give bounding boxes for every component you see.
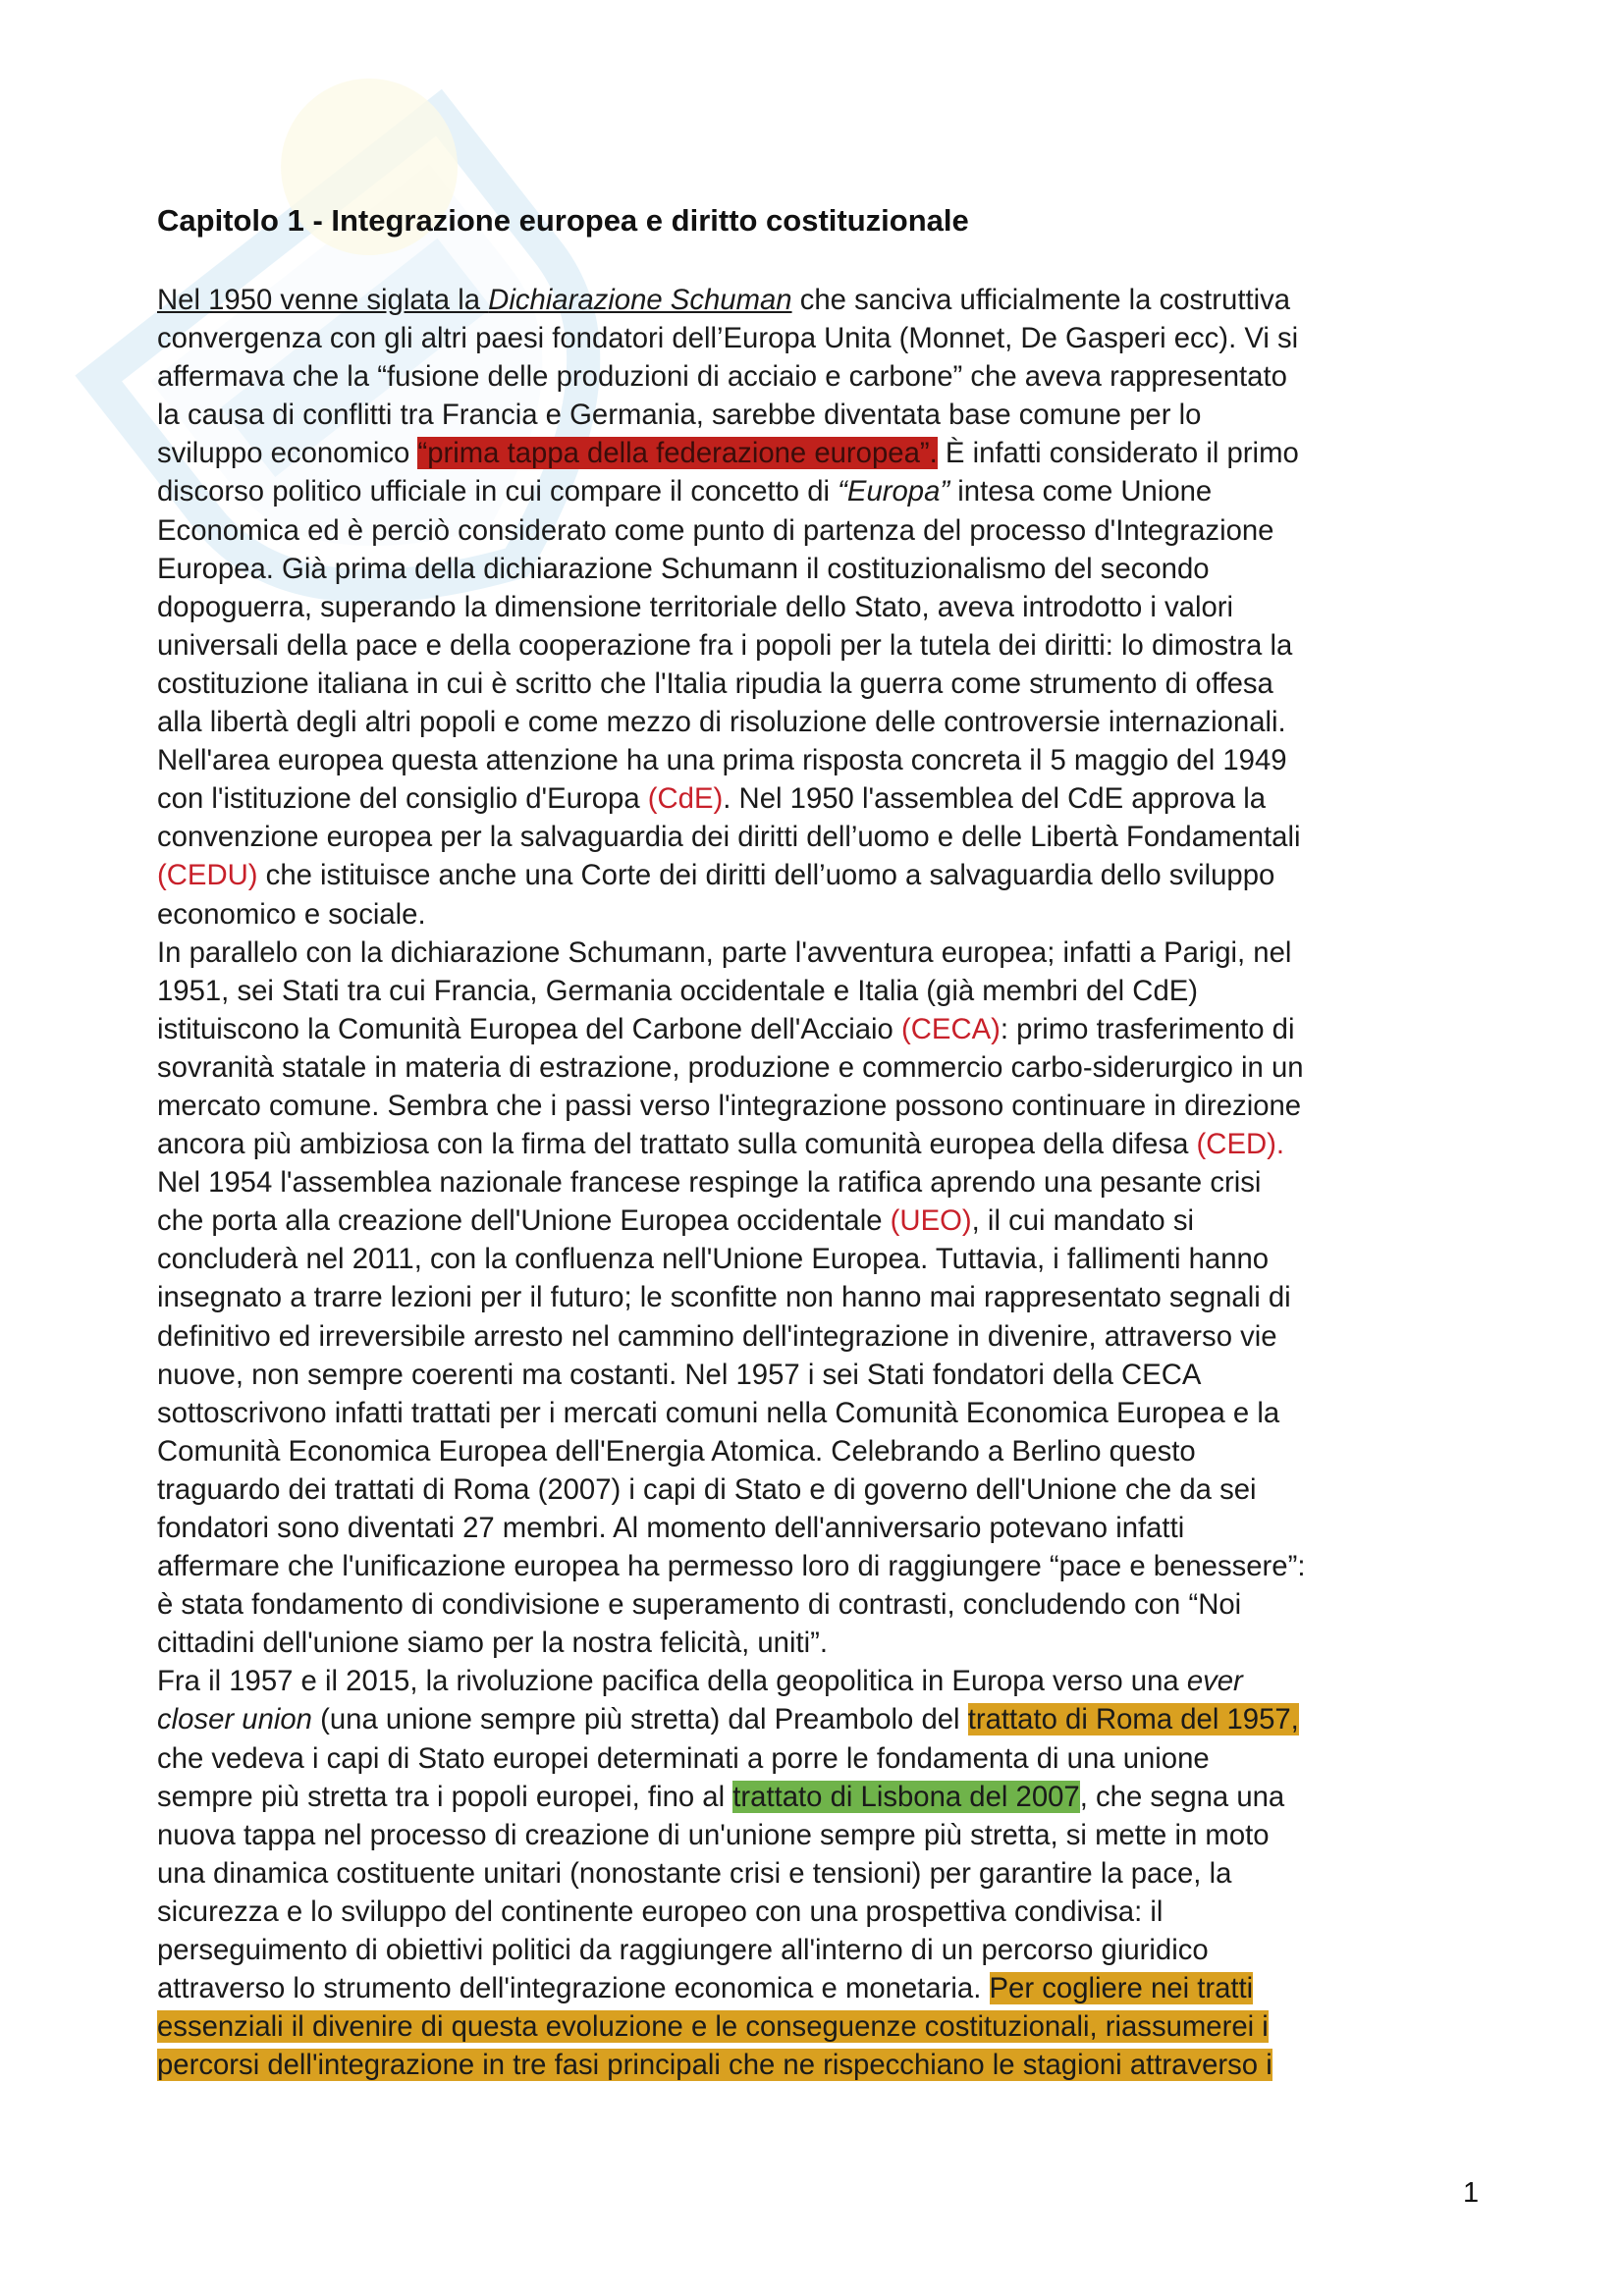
text-span: ancora più ambiziosa con la firma del trattato sulla comunità europea della difesa bbox=[157, 1128, 1197, 1161]
text-line bbox=[157, 2046, 1473, 2084]
text-span: definitivo ed irreversibile arresto nel cammino dell'integrazione in divenire, attraverso vie bbox=[157, 1319, 1277, 1353]
text-span: istituiscono la Comunità Europea del Carbone dell'Acciaio bbox=[157, 1012, 901, 1045]
text-span: traguardo dei trattati di Roma (2007) i capi di Stato e di governo dell'Unione che da sei bbox=[157, 1472, 1257, 1506]
text-line bbox=[157, 1585, 1473, 1624]
text-span: 1951, sei Stati tra cui Francia, Germania occidentale e Italia (già membri del CdE) bbox=[157, 974, 1199, 1007]
text-span: sovranità statale in materia di estrazione, produzione e commercio carbo-siderurgico in un bbox=[157, 1050, 1304, 1084]
text-line bbox=[157, 588, 1473, 626]
text-line bbox=[157, 779, 1473, 818]
text-line bbox=[157, 1317, 1473, 1356]
styled-text-span: ever bbox=[1186, 1665, 1243, 1698]
styled-text-span: trattato di Lisbona del 2007 bbox=[732, 1780, 1080, 1813]
text-span: È infatti considerato il primo bbox=[937, 437, 1299, 470]
text-span: affermava che la “fusione delle produzioni di acciaio e carbone” che aveva rappresentato bbox=[157, 360, 1287, 394]
text-span: convergenza con gli altri paesi fondatori dell’Europa Unita (Monnet, De Gasperi ecc). Vi si bbox=[157, 322, 1299, 355]
text-line bbox=[157, 1048, 1473, 1087]
text-span: discorso politico ufficiale in cui compare il concetto di bbox=[157, 475, 839, 508]
styled-text-span: Nel 1950 venne siglata la bbox=[157, 284, 489, 316]
text-line bbox=[157, 818, 1473, 856]
text-line bbox=[157, 741, 1473, 779]
text-span: concluderà nel 2011, con la confluenza nell'Unione Europea. Tuttavia, i fallimenti hanno bbox=[157, 1243, 1270, 1276]
styled-text-span: (CdE) bbox=[647, 782, 724, 816]
text-span: nuove, non sempre coerenti ma costanti. Nel 1957 i sei Stati fondatori della CECA bbox=[157, 1358, 1202, 1391]
text-line bbox=[157, 1624, 1473, 1662]
text-span: (una unione sempre più stretta) dal Preambolo del bbox=[311, 1703, 968, 1736]
text-line bbox=[157, 1816, 1473, 1854]
text-line bbox=[157, 1201, 1473, 1240]
text-line bbox=[157, 1470, 1473, 1509]
text-span: . Nel 1950 l'assemblea del CdE approva la bbox=[723, 782, 1267, 816]
text-span: che sanciva ufficialmente la costruttiva bbox=[791, 284, 1291, 316]
text-line bbox=[157, 626, 1473, 665]
text-line bbox=[157, 396, 1473, 434]
text-line bbox=[157, 1356, 1473, 1394]
text-span: Economica ed è perciò considerato come punto di partenza del processo d'Integrazione bbox=[157, 513, 1274, 547]
text-span: Nell'area europea questa attenzione ha una prima risposta concreta il 5 maggio del 1949 bbox=[157, 744, 1287, 777]
text-line bbox=[157, 1125, 1473, 1163]
text-span: fondatori sono diventati 27 membri. Al momento dell'anniversario potevano infatti bbox=[157, 1512, 1185, 1544]
text-span: insegnato a trarre lezioni per il futuro; le sconfitte non hanno mai rappresentato segnali di bbox=[157, 1281, 1291, 1314]
text-span: sottoscrivono infatti trattati per i mercati comuni nella Comunità Economica Europea e la bbox=[157, 1396, 1280, 1429]
styled-text-span: Per cogliere nei tratti bbox=[989, 1972, 1254, 2005]
text-line bbox=[157, 665, 1473, 703]
styled-text-span: (CED). bbox=[1196, 1128, 1285, 1161]
text-span: Europea. Già prima della dichiarazione Schumann il costituzionalismo del secondo bbox=[157, 552, 1210, 585]
text-span: dopoguerra, superando la dimensione territoriale dello Stato, aveva introdotto i valori bbox=[157, 590, 1234, 623]
text-span: Comunità Economica Europea dell'Energia Atomica. Celebrando a Berlino questo bbox=[157, 1434, 1196, 1468]
text-span: che porta alla creazione dell'Unione Europea occidentale bbox=[157, 1204, 891, 1238]
text-line bbox=[157, 1547, 1473, 1585]
text-line bbox=[157, 550, 1473, 588]
text-line bbox=[157, 1163, 1473, 1201]
styled-text-span: “Europa” bbox=[838, 475, 950, 508]
text-line bbox=[157, 1509, 1473, 1547]
page-number: 1 bbox=[1463, 2177, 1480, 2209]
text-span: nuova tappa nel processo di creazione di un'unione sempre più stretta, si mette in moto bbox=[157, 1818, 1270, 1851]
text-line bbox=[157, 1739, 1473, 1778]
text-span: con l'istituzione del consiglio d'Europa bbox=[157, 782, 648, 816]
text-line bbox=[157, 1240, 1473, 1278]
text-line bbox=[157, 1394, 1473, 1432]
text-span: perseguimento di obiettivi politici da raggiungere all'interno di un percorso giuridico bbox=[157, 1934, 1209, 1967]
text-span: che istituisce anche una Corte dei diritti dell’uomo a salvaguardia dello sviluppo bbox=[257, 859, 1275, 892]
text-span: convenzione europea per la salvaguardia dei diritti dell’uomo e delle Libertà Fondamentali bbox=[157, 821, 1301, 854]
text-span: universali della pace e della cooperazione fra i popoli per la tutela dei diritti: lo dimostra la bbox=[157, 628, 1293, 662]
text-span: alla libertà degli altri popoli e come mezzo di risoluzione delle controversie internazionali. bbox=[157, 706, 1286, 739]
text-span: una dinamica costituente unitari (nonostante crisi e tensioni) per garantire la pace, la bbox=[157, 1856, 1232, 1890]
styled-text-span: closer union bbox=[157, 1703, 312, 1736]
styled-text-span: percorsi dell'integrazione in tre fasi principali che ne rispecchiano le stagioni attraverso i bbox=[157, 2049, 1272, 2082]
text-span: è stata fondamento di condivisione e superamento di contrasti, concludendo con “Noi bbox=[157, 1588, 1242, 1622]
text-line bbox=[157, 1010, 1473, 1048]
styled-text-span: trattato di Roma del 1957, bbox=[967, 1703, 1299, 1736]
text-line bbox=[157, 1778, 1473, 1816]
text-line bbox=[157, 1893, 1473, 1931]
text-line bbox=[157, 1278, 1473, 1316]
text-line bbox=[157, 511, 1473, 550]
text-span: sviluppo economico bbox=[157, 437, 418, 470]
text-line bbox=[157, 1662, 1473, 1700]
text-line bbox=[157, 934, 1473, 972]
text-line bbox=[157, 1432, 1473, 1470]
text-line bbox=[157, 1969, 1473, 2007]
text-line bbox=[157, 472, 1473, 510]
text-line bbox=[157, 2007, 1473, 2046]
text-span: sicurezza e lo sviluppo del continente europeo con una prospettiva condivisa: il bbox=[157, 1895, 1164, 1928]
text-span: sempre più stretta tra i popoli europei, fino al bbox=[157, 1780, 733, 1813]
text-line bbox=[157, 434, 1473, 472]
text-span: la causa di conflitti tra Francia e Germania, sarebbe diventata base comune per lo bbox=[157, 399, 1202, 432]
text-line bbox=[157, 281, 1473, 319]
styled-text-span: (CEDU) bbox=[157, 859, 258, 892]
text-span: economico e sociale. bbox=[157, 897, 426, 931]
text-line bbox=[157, 1931, 1473, 1969]
text-span: : primo trasferimento di bbox=[1000, 1012, 1295, 1045]
text-span: mercato comune. Sembra che i passi verso l'integrazione possono continuare in direzione bbox=[157, 1089, 1302, 1122]
styled-text-span: essenziali il divenire di questa evoluzione e le conseguenze costituzionali, riassumerei i bbox=[157, 2010, 1269, 2044]
styled-text-span: (UEO) bbox=[890, 1204, 972, 1238]
text-line bbox=[157, 1700, 1473, 1738]
text-span: Nel 1954 l'assemblea nazionale francese respinge la ratifica aprendo una pesante crisi bbox=[157, 1166, 1262, 1200]
text-span: attraverso lo strumento dell'integrazione economica e monetaria. bbox=[157, 1972, 990, 2005]
page-title: Capitolo 1 - Integrazione europea e diritto costituzionale bbox=[157, 203, 969, 238]
text-line bbox=[157, 1087, 1473, 1125]
text-line bbox=[157, 703, 1473, 741]
text-line bbox=[157, 972, 1473, 1010]
text-line bbox=[157, 856, 1473, 894]
text-span: , il cui mandato si bbox=[971, 1204, 1194, 1238]
text-span: , che segna una bbox=[1079, 1780, 1285, 1813]
text-line bbox=[157, 895, 1473, 934]
text-span: intesa come Unione bbox=[949, 475, 1213, 508]
styled-text-span: (CECA) bbox=[900, 1012, 1001, 1045]
text-line bbox=[157, 1854, 1473, 1893]
body-text bbox=[157, 281, 1473, 2084]
text-span: che vedeva i capi di Stato europei determinati a porre le fondamenta di una unione bbox=[157, 1741, 1210, 1775]
text-span: cittadini dell'unione siamo per la nostra felicità, uniti”. bbox=[157, 1627, 829, 1660]
text-line bbox=[157, 319, 1473, 357]
text-span: Fra il 1957 e il 2015, la rivoluzione pacifica della geopolitica in Europa verso una bbox=[157, 1665, 1187, 1698]
text-span: In parallelo con la dichiarazione Schumann, parte l'avventura europea; infatti a Parigi, nel bbox=[157, 935, 1292, 969]
text-line bbox=[157, 357, 1473, 396]
text-span: affermare che l'unificazione europea ha permesso loro di raggiungere “pace e benessere”: bbox=[157, 1550, 1306, 1583]
text-span: costituzione italiana in cui è scritto che l'Italia ripudia la guerra come strumento di offesa bbox=[157, 667, 1273, 700]
styled-text-span: “prima tappa della federazione europea”. bbox=[417, 437, 938, 470]
styled-text-span: Dichiarazione Schuman bbox=[488, 284, 792, 316]
